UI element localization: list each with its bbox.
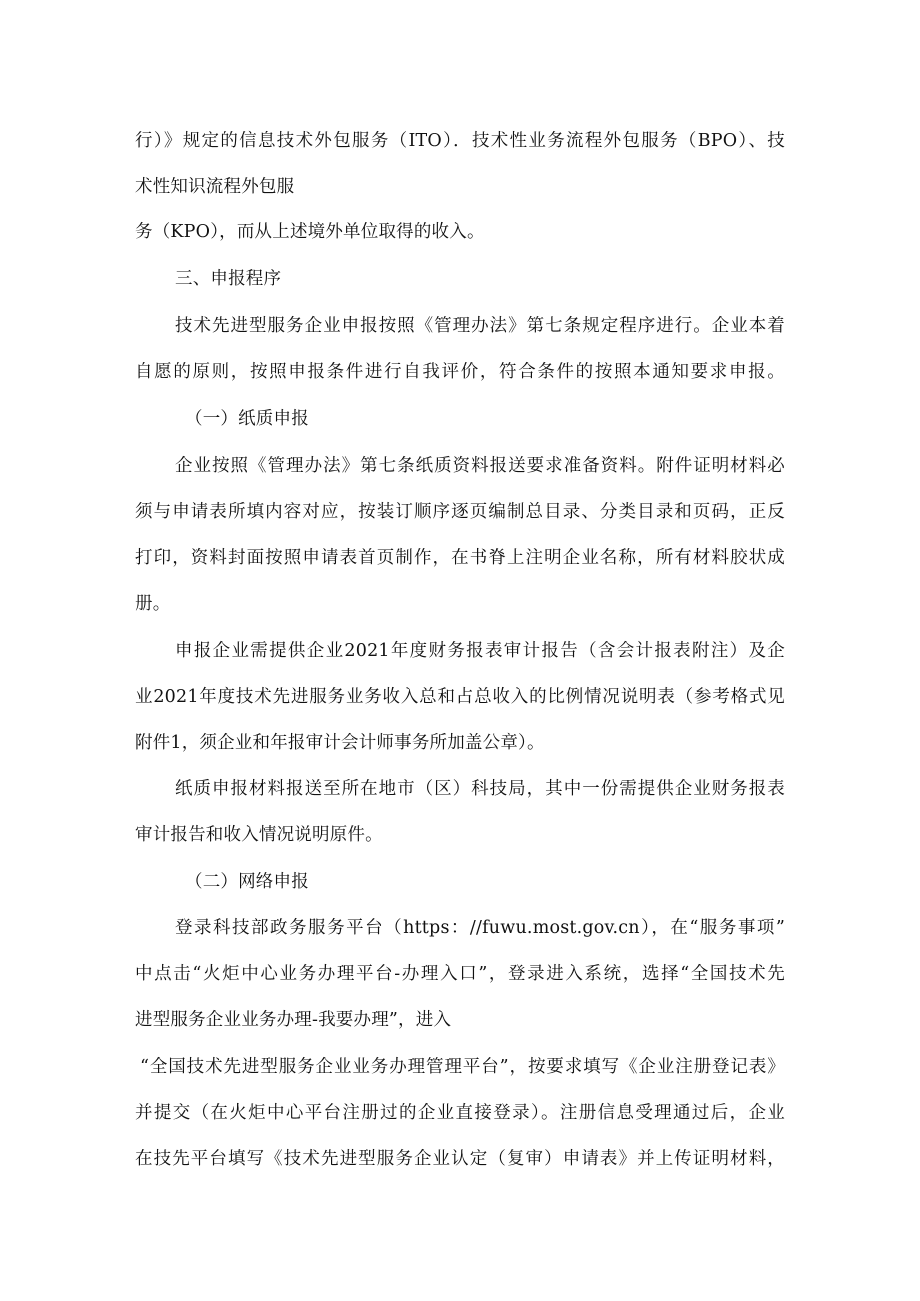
paragraph-line: 自愿的原则，按照申报条件进行自我评价，符合条件的按照本通知要求申报。 [135,362,785,382]
paragraph-line: 册。 [135,594,171,614]
paragraph-line: 在技先平台填写《技术先进型服务企业认定（复审）申请表》并上传证明材料， [135,1149,785,1169]
paragraph-line: 打印，资料封面按照申请表首页制作，在书脊上注明企业名称，所有材料胶状成 [135,548,785,568]
paragraph-line: 须与申请表所填内容对应，按装订顺序逐页编制总目录、分类目录和页码，正反 [135,502,785,522]
paragraph-line: 务（KPO），而从上述境外单位取得的收入。 [135,222,485,242]
subsection-heading: （二）网络申报 [185,872,309,892]
paragraph-line: 技术先进型服务企业申报按照《管理办法》第七条规定程序进行。企业本着 [175,316,785,336]
paragraph-line: 审计报告和收入情况说明原件。 [135,825,383,845]
paragraph-line: 并提交（在火炬中心平台注册过的企业直接登录）。注册信息受理通过后，企业 [135,1103,785,1123]
paragraph-line: 行）》规定的信息技术外包服务（ITO）．技术性业务流程外包服务（BPO）、技 [135,131,785,151]
paragraph-line: 术性知识流程外包服 [135,177,295,197]
paragraph-line: “全国技术先进型服务企业业务办理管理平台”，按要求填写《企业注册登记表》 [140,1057,785,1077]
paragraph-line: 业2021年度技术先进服务业务收入总和占总收入的比例情况说明表（参考格式见 [135,687,785,707]
paragraph-line: 登录科技部政务服务平台（https：//fuwu.most.gov.cn），在“服务事项” [175,918,785,938]
paragraph-line: 企业按照《管理办法》第七条纸质资料报送要求准备资料。附件证明材料必 [175,456,785,476]
section-heading: 三、申报程序 [175,269,282,289]
paragraph-line: 纸质申报材料报送至所在地市（区）科技局，其中一份需提供企业财务报表 [175,779,785,799]
paragraph-line: 中点击“火炬中心业务办理平台-办理入口”，登录进入系统，选择“全国技术先 [135,964,785,984]
subsection-heading: （一）纸质申报 [185,409,309,429]
paragraph-line: 进型服务企业业务办理-我要办理”，进入 [135,1010,452,1030]
paragraph-line: 申报企业需提供企业2021年度财务报表审计报告（含会计报表附注）及企 [175,641,785,661]
paragraph-line: 附件1，须企业和年报审计会计师事务所加盖公章）。 [135,733,545,753]
